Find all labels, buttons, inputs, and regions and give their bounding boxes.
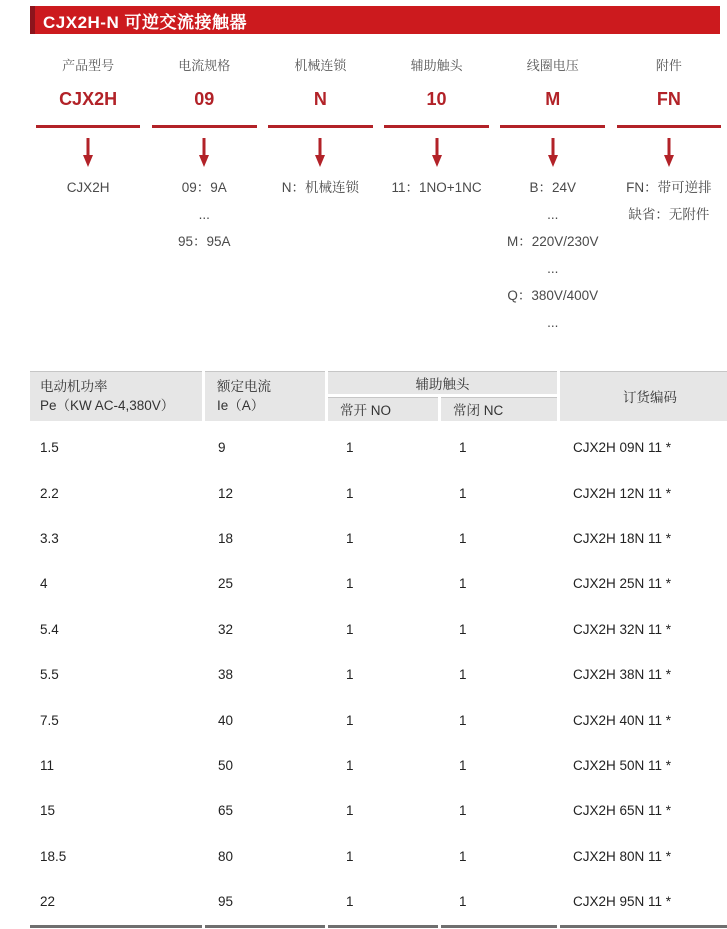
cell-rated-current: 40	[218, 712, 234, 728]
cell-order-code: CJX2H 32N 11 *	[573, 621, 672, 637]
table-header	[30, 371, 727, 421]
cell-no-count: 1	[346, 576, 354, 592]
cell-no-count: 1	[346, 485, 354, 501]
header-motor-power-line2: Pe（KW AC-4,380V）	[40, 398, 175, 413]
cell-rated-current: 65	[218, 803, 234, 819]
table-row	[30, 561, 727, 606]
description-line: 11：1NO+1NC	[391, 180, 482, 195]
model-segment-product	[30, 57, 146, 336]
cell-nc-count: 1	[459, 757, 467, 773]
segment-descriptions	[507, 174, 599, 336]
model-segment-accessory	[611, 57, 727, 336]
cell-motor-power: 5.4	[40, 621, 59, 637]
header-rated-current	[205, 371, 325, 421]
table-body	[30, 425, 727, 924]
segment-underline	[36, 125, 141, 128]
cell-order-code: CJX2H 38N 11 *	[573, 667, 672, 683]
border-segment	[30, 925, 202, 928]
segment-label: 机械连锁	[294, 58, 347, 73]
header-aux-contacts-group: 辅助触头	[328, 371, 557, 394]
description-line: 09：9A	[181, 180, 227, 195]
border-segment	[441, 925, 557, 928]
segment-label: 电流规格	[178, 58, 231, 73]
cell-rated-current: 32	[218, 621, 234, 637]
cell-motor-power: 7.5	[40, 712, 59, 728]
model-segment-coil-voltage	[495, 57, 611, 336]
cell-order-code: CJX2H 95N 11 *	[573, 894, 672, 910]
cell-motor-power: 1.5	[40, 440, 59, 456]
header-motor-power	[30, 371, 202, 421]
cell-rated-current: 18	[218, 530, 234, 546]
description-line: ...	[547, 207, 559, 222]
cell-nc-count: 1	[459, 485, 467, 501]
page-title: CJX2H-N 可逆交流接触器	[43, 12, 247, 32]
table-row	[30, 516, 727, 561]
model-segment-aux-contacts	[378, 57, 494, 336]
table-row	[30, 788, 727, 833]
cell-rated-current: 38	[218, 667, 234, 683]
cell-nc-count: 1	[459, 803, 467, 819]
description-line: ...	[547, 315, 559, 330]
cell-rated-current: 50	[218, 757, 234, 773]
table-row	[30, 425, 727, 470]
cell-order-code: CJX2H 65N 11 *	[573, 803, 672, 819]
segment-underline	[384, 125, 489, 128]
section-banner	[30, 6, 720, 34]
cell-rated-current: 25	[218, 576, 234, 592]
description-line: ...	[198, 207, 210, 222]
cell-nc-count: 1	[459, 530, 467, 546]
cell-nc-count: 1	[459, 576, 467, 592]
table-row	[30, 879, 727, 924]
cell-order-code: CJX2H 40N 11 *	[573, 712, 672, 728]
cell-no-count: 1	[346, 621, 354, 637]
table-row	[30, 743, 727, 788]
model-code-breakdown	[30, 57, 727, 336]
segment-descriptions	[67, 174, 110, 201]
header-normally-closed: 常闭 NC	[441, 397, 557, 421]
down-arrow-icon	[313, 138, 327, 168]
model-segment-current	[146, 57, 262, 336]
table-row	[30, 697, 727, 742]
cell-rated-current: 12	[218, 485, 234, 501]
cell-no-count: 1	[346, 848, 354, 864]
cell-no-count: 1	[346, 757, 354, 773]
table-row	[30, 834, 727, 879]
header-normally-open: 常开 NO	[328, 397, 438, 421]
cell-order-code: CJX2H 09N 11 *	[573, 440, 672, 456]
cell-order-code: CJX2H 25N 11 *	[573, 576, 672, 592]
description-line: ...	[547, 261, 559, 276]
segment-descriptions	[178, 174, 231, 255]
header-motor-power-line1: 电动机功率	[40, 379, 108, 394]
cell-no-count: 1	[346, 530, 354, 546]
description-line: FN：带可逆排	[626, 180, 712, 195]
header-rated-current-line1: 额定电流	[217, 379, 271, 394]
segment-label: 产品型号	[62, 58, 115, 73]
cell-no-count: 1	[346, 894, 354, 910]
down-arrow-icon	[430, 138, 444, 168]
description-line: B：24V	[529, 180, 576, 195]
cell-nc-count: 1	[459, 621, 467, 637]
border-segment	[328, 925, 438, 928]
cell-motor-power: 11	[40, 757, 55, 773]
segment-underline	[617, 125, 722, 128]
cell-rated-current: 95	[218, 894, 234, 910]
cell-rated-current: 80	[218, 848, 234, 864]
cell-motor-power: 2.2	[40, 485, 59, 501]
cell-motor-power: 15	[40, 803, 56, 819]
segment-code: FN	[656, 89, 681, 109]
cell-order-code: CJX2H 18N 11 *	[573, 530, 672, 546]
segment-descriptions	[626, 174, 712, 228]
ordering-table	[30, 371, 727, 928]
cell-order-code: CJX2H 80N 11 *	[573, 848, 672, 864]
description-line: N：机械连锁	[281, 180, 360, 195]
segment-code: M	[545, 89, 561, 109]
cell-order-code: CJX2H 12N 11 *	[573, 485, 672, 501]
cell-motor-power: 3.3	[40, 530, 59, 546]
model-segment-interlock	[262, 57, 378, 336]
table-row	[30, 652, 727, 697]
description-line: Q：380V/400V	[507, 288, 599, 303]
table-bottom-border	[30, 925, 727, 928]
cell-no-count: 1	[346, 803, 354, 819]
down-arrow-icon	[81, 138, 95, 168]
description-line: 95：95A	[177, 234, 231, 249]
segment-code: CJX2H	[59, 89, 118, 109]
cell-nc-count: 1	[459, 894, 467, 910]
cell-motor-power: 22	[40, 894, 56, 910]
segment-descriptions	[391, 174, 481, 201]
cell-nc-count: 1	[459, 440, 467, 456]
segment-code: 10	[426, 89, 447, 109]
segment-label: 辅助触头	[410, 58, 463, 73]
segment-label: 线圈电压	[526, 58, 579, 73]
cell-rated-current: 9	[218, 440, 226, 456]
table-row	[30, 607, 727, 652]
down-arrow-icon	[546, 138, 560, 168]
cell-order-code: CJX2H 50N 11 *	[573, 757, 672, 773]
segment-descriptions	[282, 174, 359, 201]
cell-no-count: 1	[346, 712, 354, 728]
cell-nc-count: 1	[459, 848, 467, 864]
description-line: M：220V/230V	[506, 234, 599, 249]
cell-motor-power: 18.5	[40, 848, 67, 864]
description-line: CJX2H	[66, 180, 110, 195]
header-order-code: 订货编码	[560, 371, 727, 421]
table-row	[30, 470, 727, 515]
cell-motor-power: 4	[40, 576, 48, 592]
segment-underline	[152, 125, 257, 128]
down-arrow-icon	[662, 138, 676, 168]
description-line: 缺省：无附件	[628, 207, 710, 222]
border-segment	[205, 925, 325, 928]
cell-nc-count: 1	[459, 667, 467, 683]
cell-motor-power: 5.5	[40, 667, 59, 683]
segment-code: N	[313, 89, 327, 109]
border-segment	[560, 925, 727, 928]
segment-code: 09	[194, 89, 215, 109]
cell-no-count: 1	[346, 667, 354, 683]
cell-nc-count: 1	[459, 712, 467, 728]
segment-underline	[500, 125, 605, 128]
segment-label: 附件	[655, 58, 682, 73]
segment-underline	[268, 125, 373, 128]
down-arrow-icon	[197, 138, 211, 168]
cell-no-count: 1	[346, 440, 354, 456]
header-rated-current-line2: Ie（A）	[217, 398, 265, 413]
